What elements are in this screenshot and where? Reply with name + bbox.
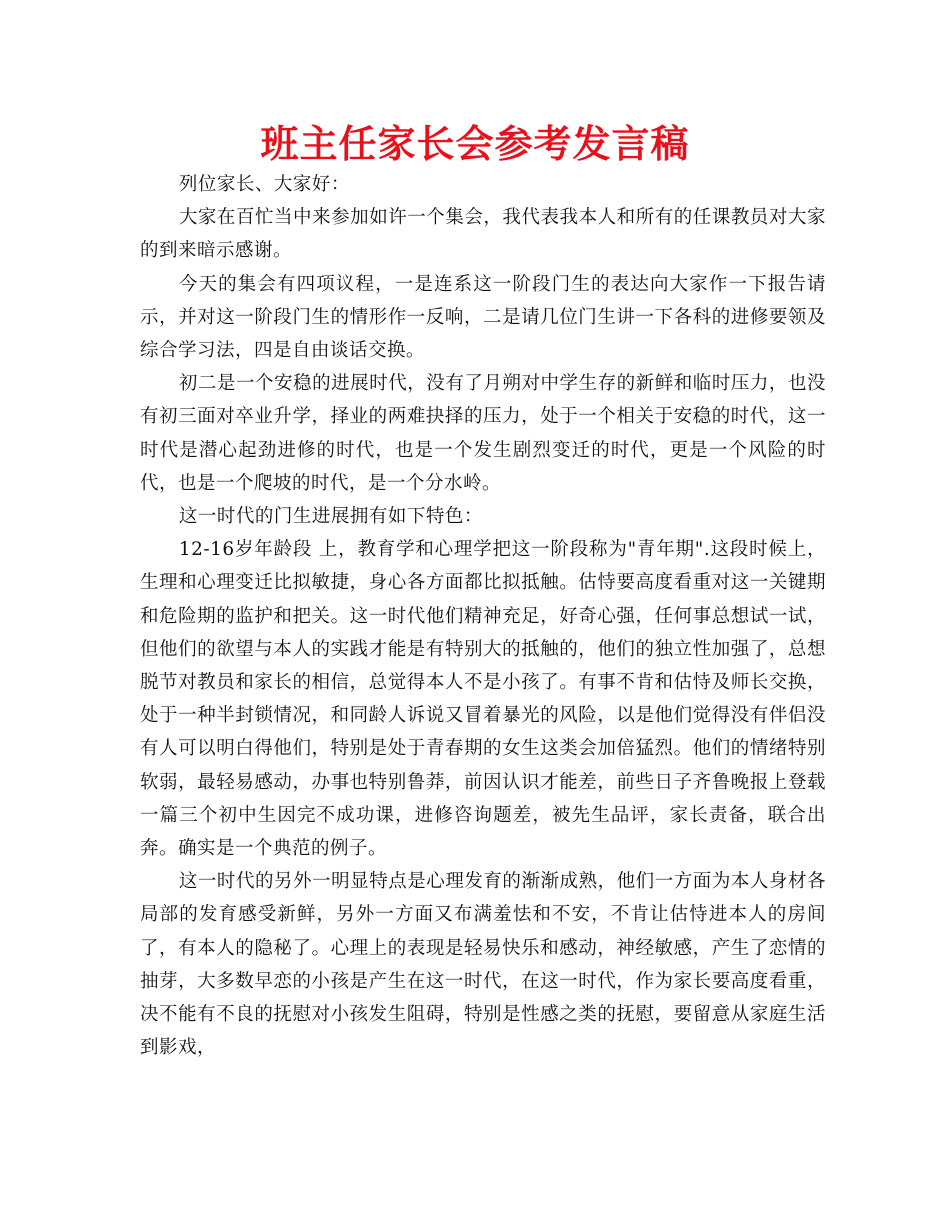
paragraph-thanks: 大家在百忙当中来参加如许一个集会，我代表我本人和所有的任课教员对大家的到来暗示感谢。 [140, 207, 826, 262]
paragraph-characteristics-intro: 这一时代的门生进展拥有如下特色： [178, 506, 483, 528]
document-body [140, 168, 826, 1064]
paragraph-grade-two: 初二是一个安稳的进展时代，没有了月朔对中学生存的新鲜和临时压力，也没有初三面对卒业升学，择业的两难抉择的压力，处于一个相关于安稳的时代，这一时代是潜心起劲进修的时代，也是一个发生剧烈变迁的时代，更是一个风险的时代，也是一个爬坡的时代，是一个分水岭。 [140, 373, 826, 494]
paragraph-development: 这一时代的另外一明显特点是心理发育的渐渐成熟，他们一方面为本人身材各局部的发育感受新鲜，另外一方面又布满羞怯和不安，不肯让估恃进本人的房间了，有本人的隐秘了。心理上的表现是轻易快乐和感动，神经敏感，产生了恋情的抽芽，大多数早恋的小孩是产生在这一时代，在这一时代，作为家长要高度看重，决不能有不良的抚慰对小孩发生阻碍，特别是性感之类的抚慰，要留意从家庭生活到影戏， [140, 871, 826, 1059]
paragraph-age-stage: 12-16岁年龄段 上，教育学和心理学把这一阶段称为"青年期".这段时候上，生理和心理变迁比拟敏捷，身心各方面都比拟抵触。估恃要高度看重对这一关键期和危险期的监护和把关。这一时代他们精神充足，好奇心强，任何事总想试一试，但他们的欲望与本人的实践才能是有特别大的抵触的，他们的独立性加强了，总想脱节对教员和家长的相信，总觉得本人不是小孩了。有事不肯和估恃及师长交换，处于一种半封锁情况，和同龄人诉说又冒着暴光的风险，以是他们觉得没有伴侣没有人可以明白得他们，特别是处于青春期的女生这类会加倍猛烈。他们的情绪特别软弱，最轻易感动，办事也特别鲁莽，前因认识才能差，前些日子齐鲁晚报上登载一篇三个初中生因完不成功课，进修咨询题差，被先生品评，家长责备，联合出奔。确实是一个典范的例子。 [140, 539, 826, 860]
paragraph-agenda: 今天的集会有四项议程，一是连系这一阶段门生的表达向大家作一下报告请示，并对这一阶段门生的情形作一反响，二是请几位门生讲一下各科的进修要领及综合学习法，四是自由谈话交换。 [140, 273, 826, 362]
paragraph-greeting: 列位家长、大家好： [178, 174, 350, 195]
document-title: 班主任家长会参考发言稿 [260, 122, 690, 166]
